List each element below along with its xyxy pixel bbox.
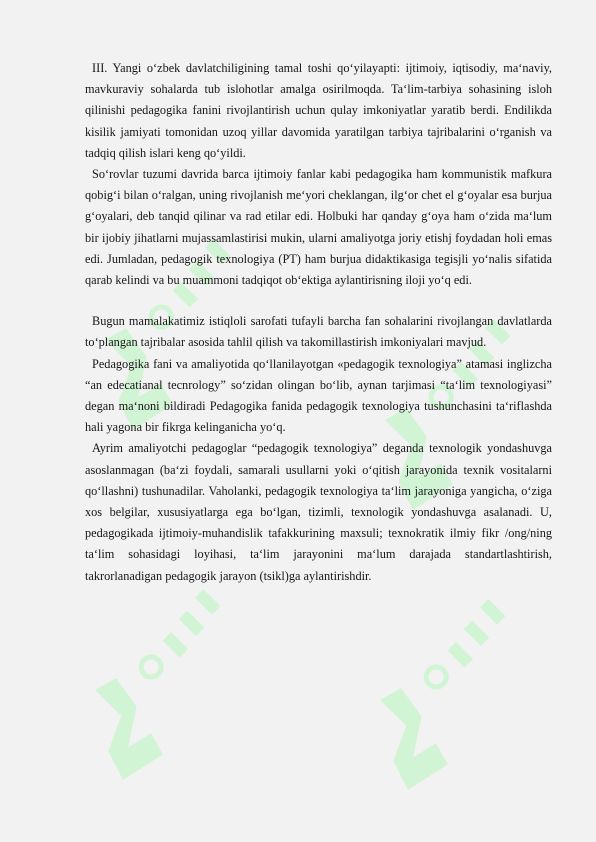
paragraph-gap xyxy=(85,291,552,311)
paragraph-2: So‘rovlar tuzumi davrida barca ijtimoiy fanlar kabi pedagogika ham kommunistik mafkura qobig‘i bilan o‘ralgan, uning rivojlanish me‘yori cheklangan, ilg‘or chet el g‘oyalar esa burjua g‘oyalari, deb tanqid qilinar va rad etilar edi. Holbuki har qanday g‘oya ham o‘zida ma‘lum bir ijobiy jihatlarni mujassamlastirisi mukin, ularni amaliyotga joriy etishj foydadan holi emas edi. Jumladan, pedagogik texnologiya (PT) ham burjua didaktikasiga tegisjli yo‘nalis sifatida qarab kelindi va bu muammoni tadqiqot ob‘ektiga aylantirisning iloji yo‘q edi. xyxy=(85,167,552,288)
paragraph-1: III. Yangi o‘zbek davlatchiligining tamal toshi qo‘yilayapti: ijtimoiy, iqtisodiy, ma‘naviy, mavkuraviy sohalarda tub islohotlar amalga osirilmoqda. Ta‘lim-tarbiya sohasining isloh qilinishi pedagogika fanini rivojlantirish uchun qulay imkoniyatlar yaratib berdi. Endilikda kisilik jamiyati tomonidan uzoq yillar davomida yaratilgan tarbiya tajribalarini o‘rganish va tadqiq qilish islari keng qo‘yildi. xyxy=(85,61,552,160)
document-body xyxy=(85,58,552,587)
paragraph-5: Ayrim amaliyotchi pedagoglar “pedagogik texnologiya” deganda texnologik yondashuvga asoslanmagan (ba‘zi foydali, samarali usullarni yoki o‘qitish jarayonida texnik vositalarni qo‘llashni) tushunadilar. Vaholanki, pedagogik texnologiya ta‘lim jarayoniga yangicha, o‘ziga xos belgilar, xususiyatlarga ega bo‘lgan, tizimli, texnologik yondashuvga asalanadi. U, pedagogikada ijtimoiy-muhandislik tafakkurining maxsuli; texnokratik ilmiy fikr /ong/ning ta‘lim sohasidagi loyihasi, ta‘lim jarayonini ma‘lum darajada standartlashtirish, takrorlanadigan pedagogik jarayon (tsikl)ga aylantirishdir. xyxy=(85,441,552,583)
paragraph-3: Bugun mamalakatimiz istiqloli sarofati tufayli barcha fan sohalarini rivojlangan davlatlarda to‘plangan tajribalar asosida tahlil qilish va takomillastirish imkoniyalari mavjud. xyxy=(85,314,552,350)
paragraph-4: Pedagogika fani va amaliyotida qo‘llanilayotgan «pedagogik texnologiya” atamasi inglizcha “an edecatianal tecnrology” so‘zidan olingan bo‘lib, aynan tarjimasi “ta‘lim texnologiyasi” degan ma‘noni bildiradi Pedagogika fanida pedagogik texnologiya tushunchasini ta‘riflashda hali yagona bir fikrga kelinganicha yo‘q. xyxy=(85,356,552,435)
